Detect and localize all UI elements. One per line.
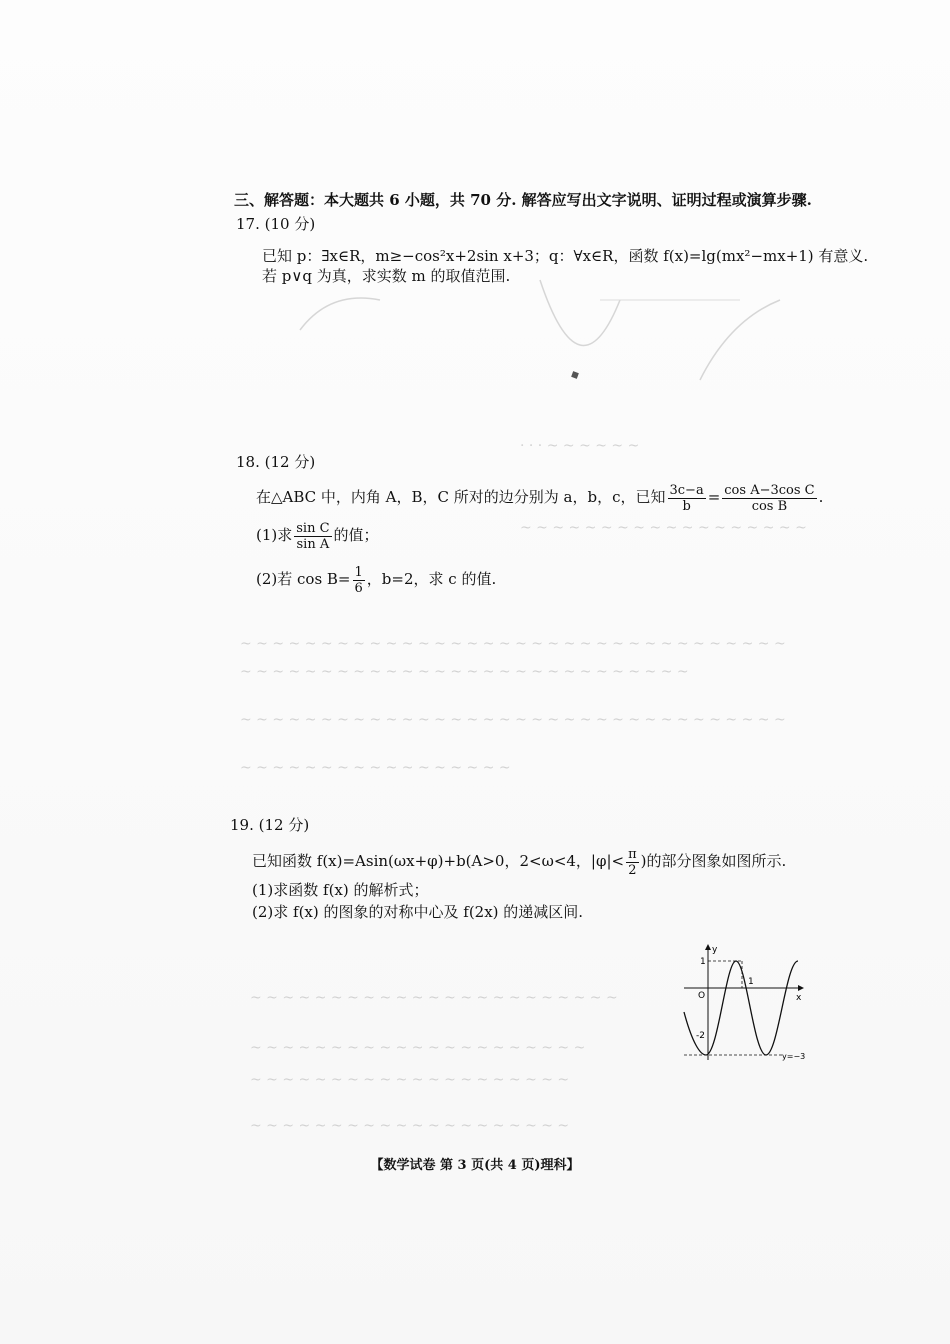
fraction-pi-over-2: [626, 847, 639, 878]
part-1-suffix: 的值；: [333, 526, 379, 544]
fraction-numerator: 3c−a: [669, 482, 704, 498]
sine-graph: [682, 942, 812, 1062]
bleed-through-text: ~ ~ ~ ~ ~ ~ ~ ~ ~ ~ ~ ~ ~ ~ ~ ~ ~ ~: [520, 520, 807, 536]
bleed-through-text: ~ ~ ~ ~ ~ ~ ~ ~ ~ ~ ~ ~ ~ ~ ~ ~ ~ ~ ~ ~ ~ ~ ~: [250, 990, 618, 1006]
label-origin: O: [698, 991, 706, 1001]
label-one-x: 1: [748, 977, 754, 987]
label-asymptote: y=−3: [782, 1052, 806, 1061]
question-19-part-2: (2)求 f(x) 的图象的对称中心及 f(2x) 的递减区间.: [252, 903, 584, 921]
label-neg-two: -2: [696, 1031, 705, 1041]
question-18-statement: [256, 480, 823, 514]
x-axis-arrow: [798, 985, 804, 991]
fraction-denominator: 6: [354, 580, 363, 596]
question-18-part-1: [256, 518, 379, 552]
bleed-through-text: ~ ~ ~ ~ ~ ~ ~ ~ ~ ~ ~ ~ ~ ~ ~ ~ ~ ~ ~ ~ ~ ~ ~ ~ ~ ~ ~ ~ ~ ~ ~ ~ ~ ~: [240, 636, 786, 652]
fraction-sinC-over-sinA: [294, 521, 331, 552]
period: .: [818, 488, 824, 506]
part-2-prefix: (2)若 cos B=: [256, 570, 351, 588]
bleed-through-text: ~ ~ ~ ~ ~ ~ ~ ~ ~ ~ ~ ~ ~ ~ ~ ~ ~ ~ ~ ~ ~ ~ ~ ~ ~ ~ ~ ~: [240, 664, 689, 680]
fraction-numerator: π: [628, 846, 637, 862]
fraction-denominator: sin A: [296, 536, 330, 552]
part-1-prefix: (1)求: [256, 526, 293, 544]
fraction-numerator: cos A−3cos C: [724, 482, 815, 498]
label-one-y: 1: [700, 957, 706, 967]
fraction-numerator: 1: [354, 564, 363, 580]
fraction-one-sixth: [353, 565, 365, 596]
fraction-numerator: sin C: [296, 520, 330, 536]
question-19-part-1: (1)求函数 f(x) 的解析式；: [252, 881, 429, 899]
question-18-part-2: [256, 562, 496, 596]
bleed-through-text: ~ ~ ~ ~ ~ ~ ~ ~ ~ ~ ~ ~ ~ ~ ~ ~ ~ ~ ~ ~ ~: [250, 1040, 586, 1056]
question-19-text-end: )的部分图象如图所示.: [640, 852, 787, 870]
question-17-number: 17. (10 分): [236, 215, 316, 233]
question-18-text: 在△ABC 中，内角 A，B，C 所对的边分别为 a，b，c，已知: [256, 488, 666, 506]
fraction-cos-ratio: [722, 483, 816, 514]
section-title: 三、解答题：本大题共 6 小题，共 70 分. 解答应写出文字说明、证明过程或演算步骤.: [234, 191, 812, 209]
bleed-through-text: ~ ~ ~ ~ ~ ~ ~ ~ ~ ~ ~ ~ ~ ~ ~ ~ ~: [240, 760, 511, 776]
fraction-3c-a-over-b: [668, 483, 706, 514]
fraction-denominator: 2: [628, 862, 637, 878]
fraction-denominator: cos B: [751, 498, 788, 514]
y-axis-arrow: [705, 944, 711, 950]
label-x: x: [796, 993, 802, 1003]
question-19-statement: [252, 844, 786, 878]
equals-sign: =: [707, 488, 721, 506]
question-19-text: 已知函数 f(x)=Asin(ωx+φ)+b(A>0，2<ω<4，|φ|<: [252, 852, 625, 870]
label-y: y: [712, 945, 718, 955]
question-17-task: 若 p∨q 为真，求实数 m 的取值范围.: [262, 267, 511, 285]
part-2-suffix: ，b=2，求 c 的值.: [366, 570, 497, 588]
bleed-through-text: ~ ~ ~ ~ ~ ~ ~ ~ ~ ~ ~ ~ ~ ~ ~ ~ ~ ~ ~ ~ ~ ~ ~ ~ ~ ~ ~ ~ ~ ~ ~ ~ ~ ~: [240, 712, 786, 728]
page-footer: 【数学试卷 第 3 页(共 4 页)理科】: [370, 1158, 580, 1173]
question-18-number: 18. (12 分): [236, 453, 316, 471]
question-17-statement: 已知 p：∃x∈R，m≥−cos²x+2sin x+3；q：∀x∈R，函数 f(x)=lg(mx²−mx+1) 有意义.: [262, 247, 869, 265]
fraction-denominator: b: [682, 498, 691, 514]
bleed-through-text: · · · ~ ~ ~ ~ ~ ~: [520, 438, 640, 454]
question-19-number: 19. (12 分): [230, 816, 310, 834]
bleed-through-text: ~ ~ ~ ~ ~ ~ ~ ~ ~ ~ ~ ~ ~ ~ ~ ~ ~ ~ ~ ~: [250, 1118, 570, 1134]
bleed-through-text: ~ ~ ~ ~ ~ ~ ~ ~ ~ ~ ~ ~ ~ ~ ~ ~ ~ ~ ~ ~: [250, 1072, 570, 1088]
